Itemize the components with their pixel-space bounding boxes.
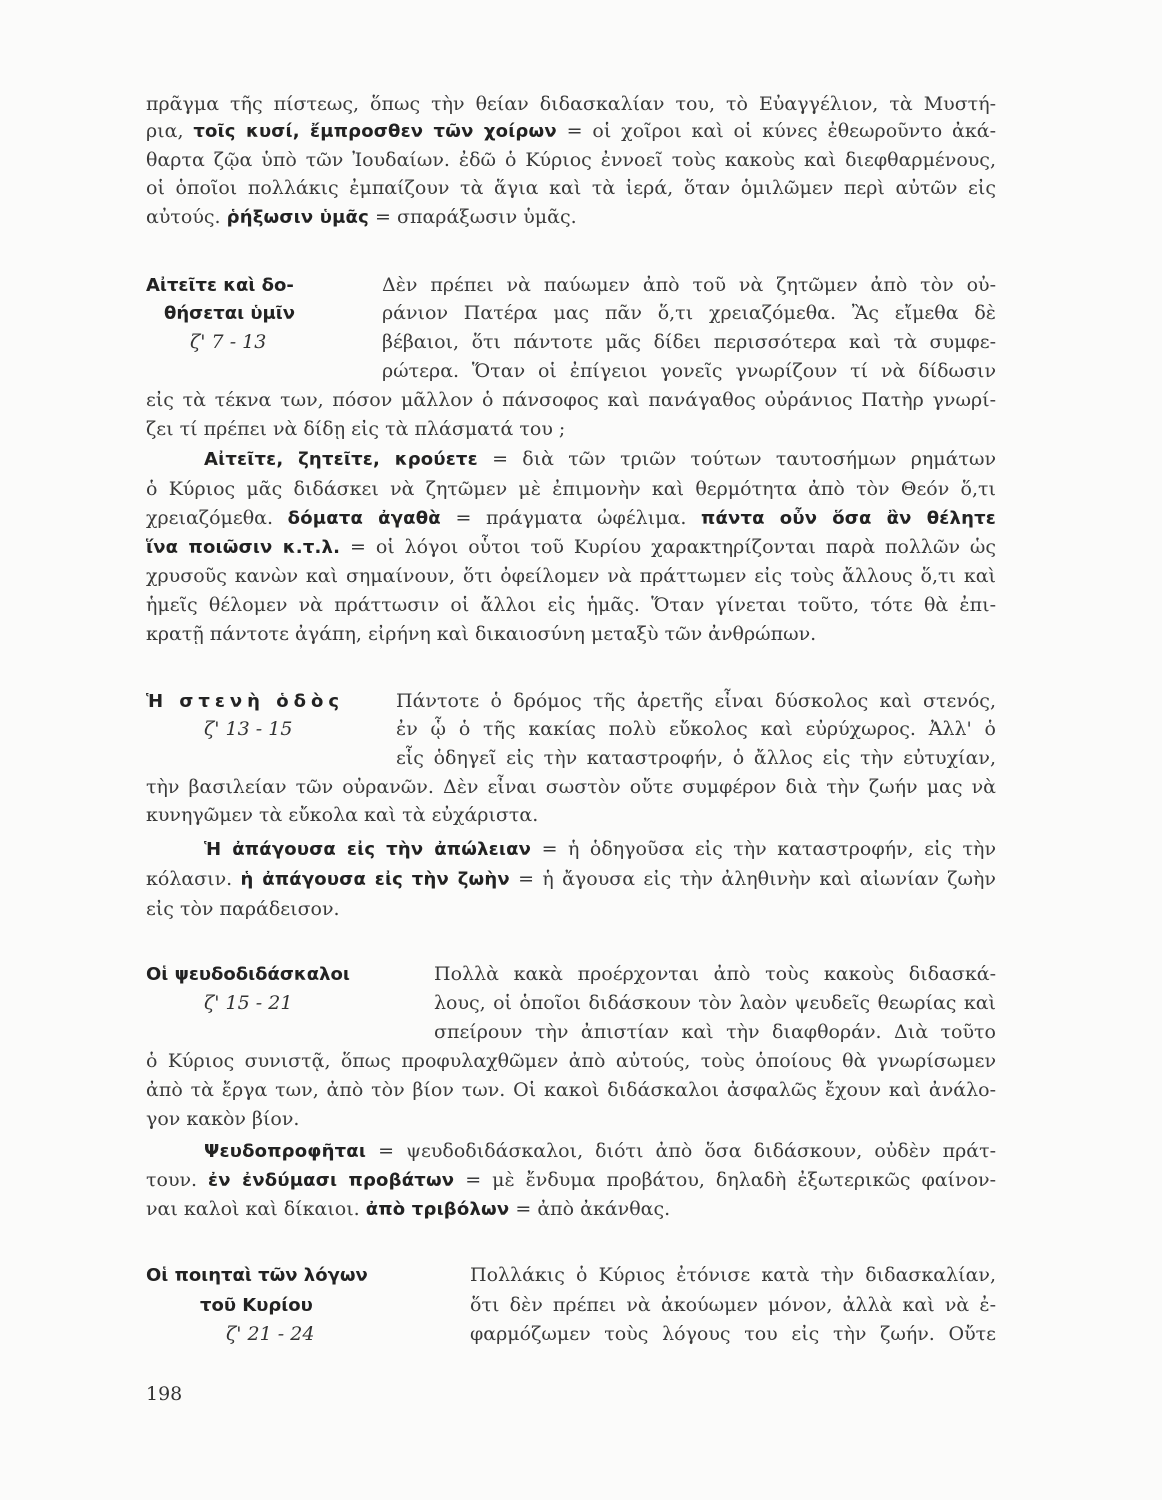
text-line: Πολλάκις ὁ Κύριος ἐτόνισε κατὰ τὴν διδασκαλίαν,	[470, 1264, 996, 1286]
text-line: πρᾶγμα τῆς πίστεως, ὅπως τὴν θείαν διδασκαλίαν του, τὸ Εὐαγγέλιον, τὰ Μυστή-	[146, 93, 996, 115]
section-heading: Οἱ ποιηταὶ τῶν λόγων	[146, 1265, 368, 1286]
verse-reference: ζ' 15 - 21	[204, 992, 293, 1014]
text-line: βέβαιοι, ὅτι πάντοτε μᾶς δίδει περισσότερα καὶ τὰ συμφε-	[382, 331, 996, 353]
verse-reference: ζ' 7 - 13	[190, 331, 267, 353]
text-line: τὴν βασιλείαν τῶν οὐρανῶν. Δὲν εἶναι σωστὸν οὔτε συμφέρον διὰ τὴν ζωήν μας νὰ	[146, 776, 996, 798]
verse-reference: ζ' 21 - 24	[226, 1323, 315, 1345]
text-line: λους, οἱ ὁποῖοι διδάσκουν τὸν λαὸν ψευδεῖς θεωρίας καὶ	[434, 992, 996, 1014]
text-line: ράνιον Πατέρα μας πᾶν ὅ,τι χρειαζόμεθα. Ἂς εἴμεθα δὲ	[382, 302, 996, 324]
section-heading: Ἡ στενὴ ὁδὸς	[146, 691, 345, 712]
text-line: ὁ Κύριος μᾶς διδάσκει νὰ ζητῶμεν μὲ ἐπιμονὴν καὶ θερμότητα ἀπὸ τὸν Θεόν ὅ,τι	[146, 478, 996, 500]
text-line: γον κακὸν βίον.	[146, 1108, 300, 1130]
text-line: κόλασιν. ἡ ἀπάγουσα εἰς τὴν ζωὴν = ἡ ἄγουσα εἰς τὴν ἀληθινὴν καὶ αἰωνίαν ζωὴν	[146, 868, 996, 890]
bold-term: Ψευδοπροφῆται	[204, 1141, 367, 1162]
text-line: κυνηγῶμεν τὰ εὔκολα καὶ τὰ εὐχάριστα.	[146, 804, 539, 826]
text-line: Πολλὰ κακὰ προέρχονται ἀπὸ τοὺς κακοὺς διδασκά-	[434, 963, 996, 985]
text-line: εἷς ὁδηγεῖ εἰς τὴν καταστροφήν, ὁ ἄλλος εἰς τὴν εὐτυχίαν,	[396, 747, 996, 769]
text-line: Δὲν πρέπει νὰ παύωμεν ἀπὸ τοῦ νὰ ζητῶμεν ἀπὸ τὸν οὐ-	[382, 274, 996, 296]
text-line: θαρτα ζῷα ὑπὸ τῶν Ἰουδαίων. ἐδῶ ὁ Κύριος ἐννοεῖ τοὺς κακοὺς καὶ διεφθαρμένους,	[146, 149, 996, 171]
bold-term: ἡ ἀπάγουσα εἰς τὴν ζωὴν	[240, 869, 510, 890]
text-line: χρειαζόμεθα. δόματα ἀγαθὰ = πράγματα ὠφέλιμα. πάντα οὖν ὅσα ἂν θέλητε	[146, 507, 996, 529]
text-line: σπείρουν τὴν ἀπιστίαν καὶ τὴν διαφθοράν. Διὰ τοῦτο	[434, 1021, 996, 1043]
text-line: τουν. ἐν ἐνδύμασι προβάτων = μὲ ἔνδυμα προβάτου, δηλαδὴ ἐξωτερικῶς φαίνον-	[146, 1169, 996, 1191]
bold-term: ἀπὸ τριβόλων	[365, 1199, 510, 1220]
text-line: ἐν ᾧ ὁ τῆς κακίας πολὺ εὔκολος καὶ εὐρύχωρος. Ἀλλ' ὁ	[396, 718, 996, 740]
text-line: Ψευδοπροφῆται = ψευδοδιδάσκαλοι, διότι ἀπὸ ὅσα διδάσκουν, οὐδὲν πράτ-	[204, 1140, 996, 1162]
text-line: ὅτι δὲν πρέπει νὰ ἀκούωμεν μόνον, ἀλλὰ καὶ νὰ ἐ-	[470, 1294, 996, 1316]
bold-term: τοῖς κυσί, ἔμπροσθεν τῶν χοίρων	[193, 121, 557, 142]
text-line: αὐτούς. ῥήξωσιν ὑμᾶς = σπαράξωσιν ὑμᾶς.	[146, 206, 577, 228]
bold-term: ἐν ἐνδύμασι προβάτων	[208, 1170, 455, 1191]
text-line: ἀπὸ τὰ ἔργα των, ἀπὸ τὸν βίον των. Οἱ κακοὶ διδάσκαλοι ἀσφαλῶς ἔχουν καὶ ἀνάλο-	[146, 1079, 996, 1101]
text-line: ζει τί πρέπει νὰ δίδῃ εἰς τὰ πλάσματά του ;	[146, 418, 566, 440]
text-line: Ἡ ἀπάγουσα εἰς τὴν ἀπώλειαν = ἡ ὁδηγοῦσα εἰς τὴν καταστροφήν, εἰς τὴν	[204, 838, 996, 860]
text-line: Αἰτεῖτε, ζητεῖτε, κρούετε = διὰ τῶν τριῶν τούτων ταυτοσήμων ρημάτων	[204, 448, 996, 470]
page-number: 198	[146, 1383, 183, 1405]
text-line: ἵνα ποιῶσιν κ.τ.λ. = οἱ λόγοι οὗτοι τοῦ Κυρίου χαρακτηρίζονται παρὰ πολλῶν ὡς	[146, 536, 996, 558]
bold-term: Αἰτεῖτε, ζητεῖτε, κρούετε	[204, 449, 478, 470]
section-heading: τοῦ Κυρίου	[200, 1295, 313, 1316]
text-line: εἰς τὸν παράδεισον.	[146, 898, 340, 920]
text-line: ρώτερα. Ὅταν οἱ ἐπίγειοι γονεῖς γνωρίζουν τί νὰ δίδωσιν	[382, 360, 996, 382]
verse-reference: ζ' 13 - 15	[204, 718, 293, 740]
bold-term: Ἡ ἀπάγουσα εἰς τὴν ἀπώλειαν	[204, 839, 532, 860]
text-line: ναι καλοὶ καὶ δίκαιοι. ἀπὸ τριβόλων = ἀπὸ ἀκάνθας.	[146, 1198, 671, 1220]
text-line: ρια, τοῖς κυσί, ἔμπροσθεν τῶν χοίρων = οἱ χοῖροι καὶ οἱ κύνες ἐθεωροῦντο ἀκά-	[146, 120, 996, 142]
section-heading: θήσεται ὑμῖν	[164, 303, 296, 324]
text-line: φαρμόζωμεν τοὺς λόγους του εἰς τὴν ζωήν. Οὔτε	[470, 1323, 996, 1345]
section-heading: Αἰτεῖτε καὶ δο-	[146, 275, 294, 296]
text-line: κρατῇ πάντοτε ἀγάπη, εἰρήνη καὶ δικαιοσύνη μεταξὺ τῶν ἀνθρώπων.	[146, 623, 817, 645]
text-line: χρυσοῦς κανὼν καὶ σημαίνουν, ὅτι ὀφείλομεν νὰ πράττωμεν εἰς τοὺς ἄλλους ὅ,τι καὶ	[146, 565, 996, 587]
bold-term: δόματα ἀγαθὰ	[287, 508, 441, 529]
bold-term: ἵνα ποιῶσιν κ.τ.λ.	[146, 537, 341, 558]
text-line: Πάντοτε ὁ δρόμος τῆς ἀρετῆς εἶναι δύσκολος καὶ στενός,	[396, 690, 996, 712]
text-line: εἰς τὰ τέκνα των, πόσον μᾶλλον ὁ πάνσοφος καὶ πανάγαθος οὐράνιος Πατὴρ γνωρί-	[146, 389, 996, 411]
text-line: οἱ ὁποῖοι πολλάκις ἐμπαίζουν τὰ ἅγια καὶ τὰ ἱερά, ὅταν ὁμιλῶμεν περὶ αὐτῶν εἰς	[146, 177, 996, 199]
text-line: ὁ Κύριος συνιστᾷ, ὅπως προφυλαχθῶμεν ἀπὸ αὐτούς, τοὺς ὁποίους θὰ γνωρίσωμεν	[146, 1050, 996, 1072]
bold-term: ῥήξωσιν ὑμᾶς	[226, 207, 369, 228]
bold-term: πάντα οὖν ὅσα ἂν θέλητε	[701, 508, 996, 529]
section-heading: Οἱ ψευδοδιδάσκαλοι	[146, 964, 350, 985]
text-line: ἡμεῖς θέλομεν νὰ πράττωσιν οἱ ἄλλοι εἰς ἡμᾶς. Ὅταν γίνεται τοῦτο, τότε θὰ ἐπι-	[146, 594, 996, 616]
